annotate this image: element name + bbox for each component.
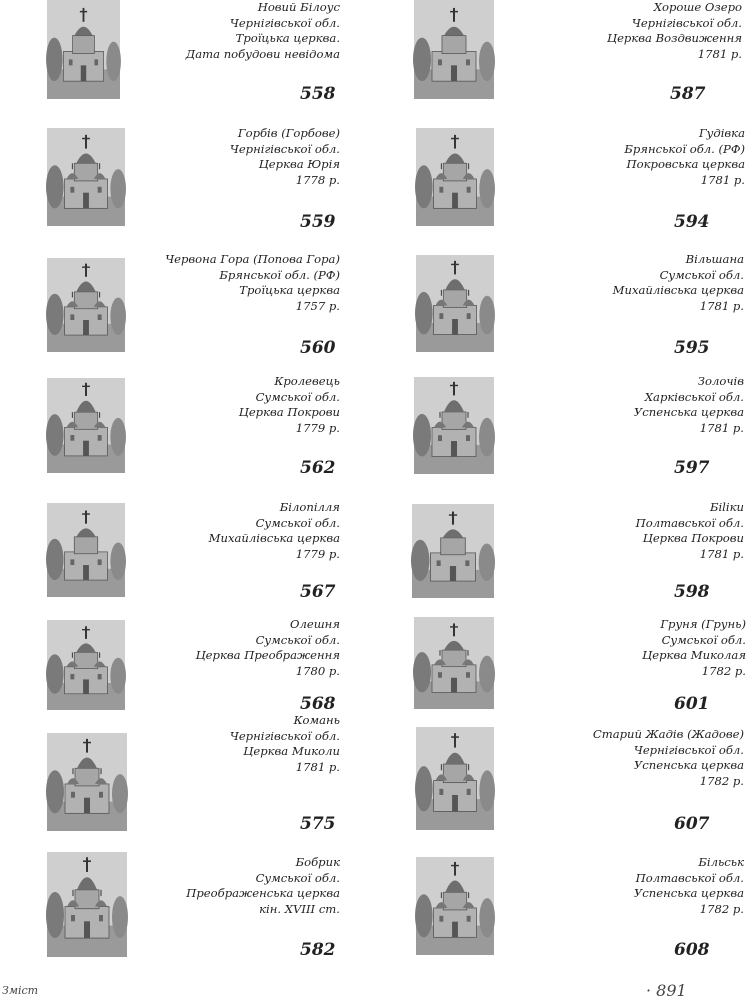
caption-line: 1782 р. — [699, 773, 744, 788]
caption-line: Горбів (Горбове) — [237, 126, 340, 140]
church-caption — [209, 500, 340, 562]
caption-line: Чернігівської обл. — [229, 141, 340, 156]
caption-line: Сумської обл. — [255, 515, 340, 530]
church-photo — [416, 255, 494, 352]
church-caption — [613, 252, 744, 314]
caption-line: 1781 р. — [697, 46, 742, 61]
church-caption — [239, 374, 340, 436]
church-photo — [47, 733, 127, 831]
church-photo — [414, 617, 494, 709]
caption-line: Церква Миколая — [642, 648, 746, 663]
caption-line: Успенська церква — [633, 758, 744, 773]
church-photo — [416, 727, 494, 830]
church-caption — [230, 713, 340, 775]
church-caption — [634, 855, 744, 917]
caption-line: Гудівка — [698, 126, 745, 140]
caption-line: Біliки — [709, 500, 744, 514]
catalog-number: 587 — [670, 84, 706, 104]
caption-line: Харківської обл. — [644, 389, 744, 404]
caption-line: 1781 р. — [699, 298, 744, 313]
catalog-number: 562 — [300, 458, 336, 478]
caption-line: кін. XVIII ст. — [259, 901, 340, 916]
caption-line: Вільшана — [685, 252, 744, 266]
caption-line: Дата побудови невідома — [185, 46, 340, 61]
church-photo — [414, 0, 494, 99]
caption-line: Сумської обл. — [255, 870, 340, 885]
church-caption — [642, 617, 746, 679]
caption-line: Чернігівської обл. — [633, 742, 744, 757]
caption-line: Церква Миколи — [243, 744, 340, 759]
caption-line: Церква Покрови — [238, 405, 340, 420]
caption-line: Чернігівської обл. — [229, 728, 340, 743]
church-photo — [47, 620, 125, 710]
caption-line: Сумської обл. — [661, 632, 746, 647]
catalog-number: 582 — [300, 940, 336, 960]
church-photo — [414, 377, 494, 474]
caption-line: 1757 р. — [295, 298, 340, 313]
caption-line: Полтавської обл. — [635, 870, 744, 885]
caption-line: Успенська церква — [633, 405, 744, 420]
catalog-number: 595 — [674, 338, 710, 358]
catalog-number: 558 — [300, 84, 336, 104]
caption-line: Старий Жадів (Жадове) — [592, 727, 744, 741]
caption-line: 1779 р. — [295, 420, 340, 435]
church-photo — [47, 0, 120, 99]
caption-line: Чернігівської обл. — [229, 15, 340, 30]
caption-line: 1781 р. — [699, 546, 744, 561]
catalog-number: 575 — [300, 814, 336, 834]
caption-line: Золочів — [697, 374, 744, 388]
church-caption — [624, 126, 745, 188]
caption-line: Покровська церква — [626, 157, 745, 172]
caption-line: 1781 р. — [699, 420, 744, 435]
caption-line: Білопілля — [279, 500, 340, 514]
caption-line: Троїцька церква. — [235, 31, 340, 46]
church-caption — [196, 617, 340, 679]
caption-line: Олешня — [289, 617, 340, 631]
caption-line: 1779 р. — [295, 546, 340, 561]
caption-line: Комань — [293, 713, 340, 727]
church-caption — [186, 0, 340, 62]
caption-line: Новий Білоус — [257, 0, 340, 14]
catalog-number: 597 — [674, 458, 710, 478]
caption-line: Церква Воздвиження — [606, 31, 742, 46]
caption-line: Сумської обл. — [659, 267, 744, 282]
catalog-number: 607 — [674, 814, 710, 834]
caption-line: 1780 р. — [295, 663, 340, 678]
church-caption — [165, 252, 340, 314]
church-photo — [47, 128, 125, 226]
caption-line: 1781 р. — [700, 172, 745, 187]
catalog-number: 601 — [674, 694, 710, 714]
caption-line: Брянської обл. (РФ) — [624, 141, 745, 156]
caption-line: Кролевець — [274, 374, 340, 388]
caption-line: 1781 р. — [295, 759, 340, 774]
catalog-number: 567 — [300, 582, 336, 602]
caption-line: Хороше Озеро — [653, 0, 742, 14]
church-photo — [47, 852, 127, 957]
caption-line: 1778 р. — [295, 172, 340, 187]
church-photo — [412, 504, 494, 598]
church-caption — [607, 0, 742, 62]
caption-line: Сумської обл. — [255, 389, 340, 404]
caption-line: Михайлівська церква — [208, 531, 340, 546]
caption-line: Більськ — [698, 855, 744, 869]
caption-line: Полтавської обл. — [635, 515, 744, 530]
caption-line: Сумської обл. — [255, 632, 340, 647]
catalog-number: 560 — [300, 338, 336, 358]
catalog-number: 568 — [300, 694, 336, 714]
caption-line: Успенська церква — [633, 886, 744, 901]
church-caption — [230, 126, 340, 188]
catalog-number: 598 — [674, 582, 710, 602]
page-number: · 891 — [646, 981, 687, 1000]
church-caption — [634, 374, 744, 436]
church-caption — [593, 727, 744, 789]
church-photo — [47, 258, 125, 352]
church-photo — [47, 378, 125, 473]
catalog-number: 608 — [674, 940, 710, 960]
caption-line: Червона Гора (Попова Гора) — [165, 252, 340, 266]
caption-line: Церква Юрія — [258, 157, 340, 172]
church-caption — [636, 500, 744, 562]
caption-line: Преображенська церква — [186, 886, 340, 901]
caption-line: 1782 р. — [701, 663, 746, 678]
church-photo — [416, 128, 494, 226]
catalog-number: 559 — [300, 212, 336, 232]
church-caption — [186, 855, 340, 917]
caption-line: Брянської обл. (РФ) — [219, 267, 340, 282]
caption-line: Чернігівської обл. — [631, 15, 742, 30]
caption-line: Церква Покрови — [642, 531, 744, 546]
catalog-number: 594 — [674, 212, 710, 232]
church-photo — [47, 503, 125, 597]
church-photo — [416, 857, 494, 955]
caption-line: Церква Преображення — [195, 648, 340, 663]
caption-line: 1782 р. — [699, 901, 744, 916]
caption-line: Бобрик — [295, 855, 340, 869]
caption-line: Троїцька церква — [239, 283, 340, 298]
caption-line: Михайлівська церква — [612, 283, 744, 298]
contents-link[interactable]: Зміст — [2, 984, 39, 997]
caption-line: Груня (Грунь) — [660, 617, 746, 631]
